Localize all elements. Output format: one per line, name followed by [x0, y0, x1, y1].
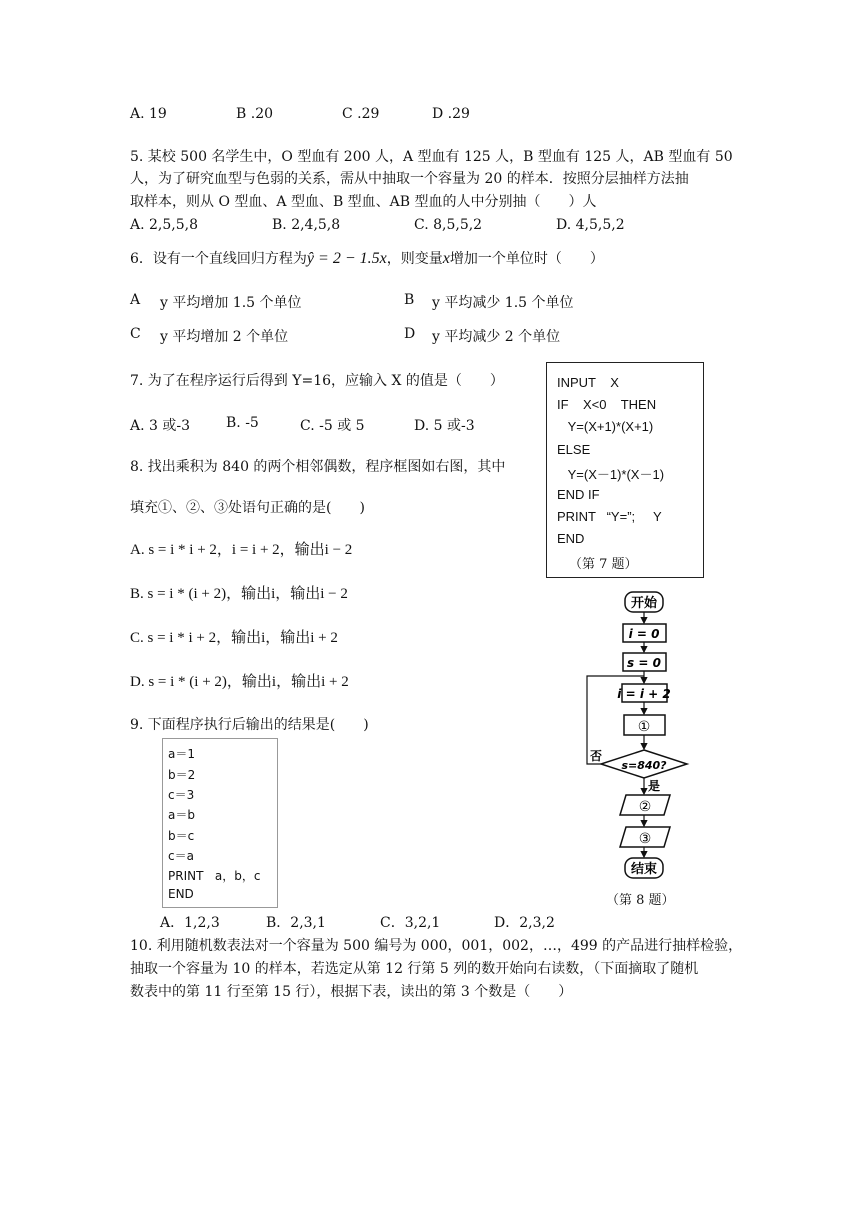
q8-option-b: B. s = i * (i + 2)，输出i，输出i − 2	[130, 586, 348, 602]
q6-equation: ŷ = 2 − 1.5x	[306, 250, 387, 267]
q7-code-line: END	[557, 531, 585, 546]
q9-code-line: c＝3	[168, 788, 195, 802]
q7-code-line: END IF	[557, 487, 600, 502]
flow-blank-3-label: ③	[638, 831, 652, 847]
q6-option-a-text: y 平均增加 1.5 个单位	[160, 295, 302, 311]
q4-option-c: C .29	[342, 106, 380, 122]
q6-prefix: 6．设有一个直线回归方程为	[130, 251, 307, 267]
q6-option-c-text: y 平均增加 2 个单位	[160, 329, 289, 345]
q7-option-d: D. 5 或-3	[414, 418, 475, 434]
q6-stem	[130, 250, 604, 268]
q9-code-line: c＝a	[168, 849, 194, 863]
q9-option-b: B．2,3,1	[266, 915, 326, 931]
flow-init-i-label: i = 0	[628, 627, 660, 641]
q7-option-c: C. -5 或 5	[300, 418, 365, 434]
q8-option-d: D. s = i * (i + 2)，输出i，输出i + 2	[130, 674, 349, 690]
q4-option-b: B .20	[236, 106, 274, 122]
q8-flowchart	[580, 586, 700, 886]
q9-code-line: END	[168, 887, 194, 901]
q5-line1: 5. 某校 500 名学生中，O 型血有 200 人，A 型血有 125 人，B 型血有 125 人，AB 型血有 50	[130, 149, 733, 165]
q7-code-box	[546, 362, 704, 578]
q8-option-a: A. s = i * i + 2，i = i + 2，输出i − 2	[130, 542, 353, 558]
flow-yes-label: 是	[648, 779, 661, 793]
q4-option-a: A. 19	[130, 106, 167, 122]
q7-option-a: A. 3 或-3	[130, 418, 191, 434]
q10-line2: 抽取一个容量为 10 的样本，若选定从第 12 行第 5 列的数开始向右读数，（下面摘取了随机	[130, 961, 699, 977]
flow-no-label: 否	[590, 749, 603, 763]
q6-suffix1: ，则变量	[386, 251, 443, 267]
q8-caption: （第 8 题）	[606, 893, 675, 908]
flow-init-s-label: s = 0	[627, 656, 661, 670]
q9-option-c: C．3,2,1	[380, 915, 441, 931]
q9-option-d: D．2,3,2	[494, 915, 555, 931]
q5-line2: 人，为了研究血型与色弱的关系，需从中抽取一个容量为 20 的样本．按照分层抽样方法抽	[130, 171, 689, 187]
q5-option-b: B. 2,4,5,8	[272, 217, 341, 233]
q9-code-line: PRINT a，b，c	[168, 869, 261, 883]
q9-code-box	[162, 738, 278, 908]
q7-code-line: PRINT “Y=”; Y	[557, 509, 662, 524]
flow-end-label: 结束	[630, 862, 658, 877]
q5-option-a: A. 2,5,5,8	[130, 217, 198, 233]
q6-option-c-label: C	[130, 326, 141, 342]
flow-step-label: i = i + 2	[617, 687, 671, 701]
q8-line2: 填充①、②、③处语句正确的是( )	[130, 500, 365, 516]
q9-code-line: b＝2	[168, 768, 196, 782]
q7-stem: 7. 为了在程序运行后得到 Y=16，应输入 X 的值是（ ）	[130, 373, 504, 389]
q6-option-d-text: y 平均减少 2 个单位	[432, 329, 561, 345]
q6-option-a-label: A	[130, 292, 141, 308]
q10-line1: 10. 利用随机数表法对一个容量为 500 编号为 000，001，002，…，499 的产品进行抽样检验，	[130, 938, 743, 954]
q5-option-d: D. 4,5,5,2	[556, 217, 625, 233]
q7-code-line: Y=(X－1)*(X－1)	[557, 467, 665, 482]
q9-code-line: a＝1	[168, 747, 195, 761]
flow-decision-label: s=840?	[621, 759, 667, 772]
q5-line3: 取样本，则从 O 型血、A 型血、B 型血、AB 型血的人中分别抽（ ）人	[130, 194, 597, 210]
q9-code-line: b＝c	[168, 829, 195, 843]
q6-suffix2: 增加一个单位时（ ）	[449, 251, 604, 267]
flow-start-label: 开始	[630, 596, 658, 611]
q7-code-line: Y=(X+1)*(X+1)	[557, 419, 654, 434]
q6-variable: x	[442, 250, 450, 267]
q9-stem: 9. 下面程序执行后输出的结果是( )	[130, 717, 369, 733]
q7-code-line: ELSE	[557, 442, 591, 457]
q8-line1: 8. 找出乘积为 840 的两个相邻偶数，程序框图如右图，其中	[130, 459, 506, 475]
q6-option-d-label: D	[404, 326, 416, 342]
q4-option-d: D .29	[432, 106, 470, 122]
q5-option-c: C. 8,5,5,2	[414, 217, 483, 233]
q9-option-a: A．1,2,3	[160, 915, 220, 931]
flow-blank-2-label: ②	[638, 799, 652, 815]
q7-option-b: B. -5	[226, 415, 259, 431]
flow-blank-1-label: ①	[637, 719, 651, 735]
q7-caption: （第 7 题）	[569, 557, 638, 572]
q6-option-b-label: B	[404, 292, 415, 308]
q6-option-b-text: y 平均减少 1.5 个单位	[432, 295, 574, 311]
q10-line3: 数表中的第 11 行至第 15 行），根据下表，读出的第 3 个数是（ ）	[130, 984, 573, 1000]
q7-code-line: IF X<0 THEN	[557, 397, 657, 412]
q8-option-c: C. s = i * i + 2，输出i，输出i + 2	[130, 630, 338, 646]
q9-code-line: a＝b	[168, 808, 195, 822]
q7-code-line: INPUT X	[557, 375, 619, 390]
